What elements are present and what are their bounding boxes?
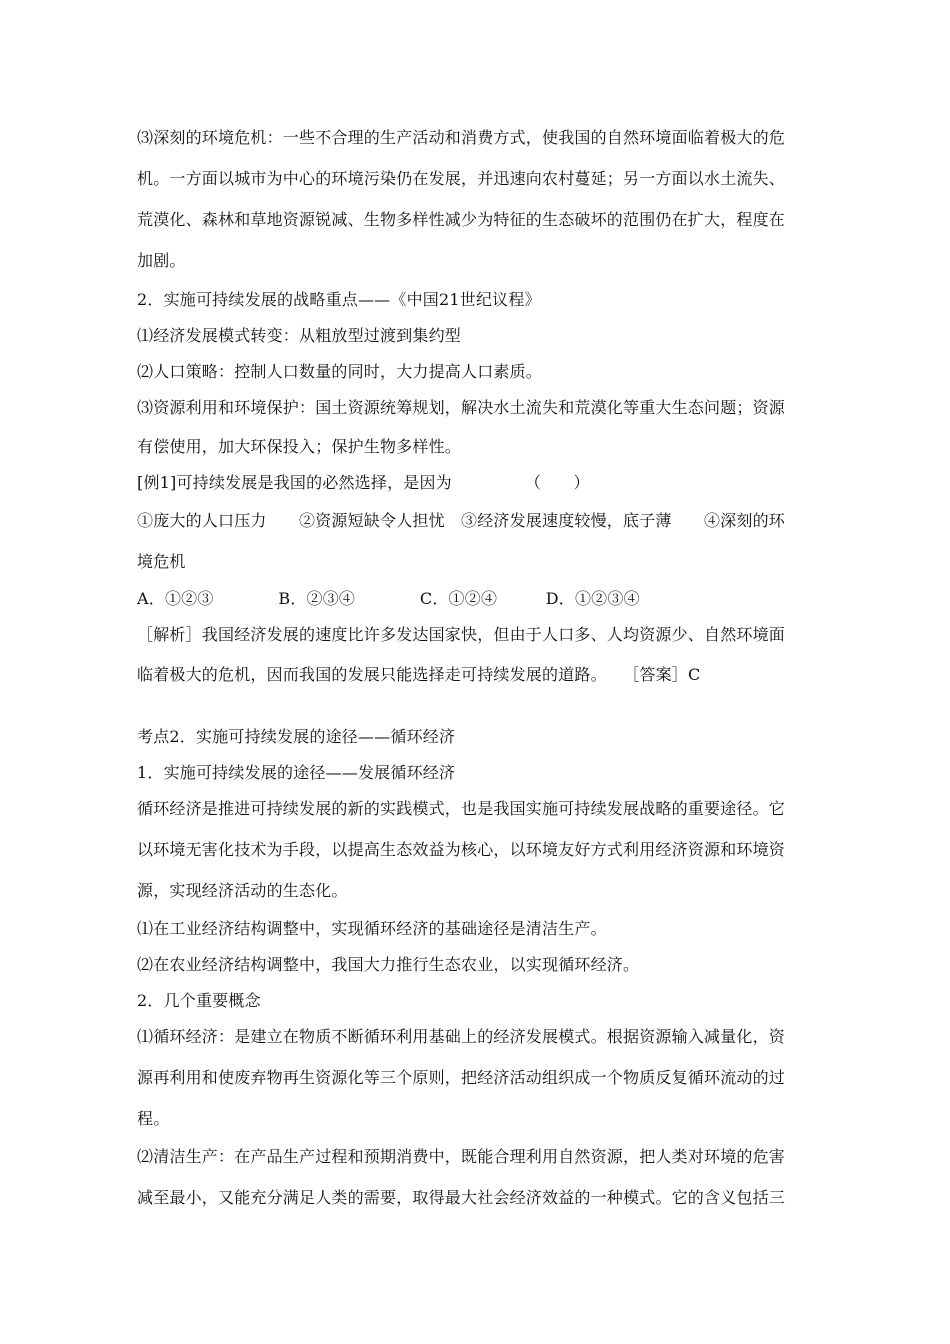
section-heading: 2．几个重要概念 (137, 991, 261, 1010)
text-line: 荒漠化、森林和草地资源锐减、生物多样性减少为特征的生态破坏的范围仍在扩大，程度在 (137, 210, 786, 229)
text-line: ⑴经济发展模式转变：从粗放型过渡到集约型 (137, 326, 462, 345)
question-options: 境危机 (137, 552, 186, 571)
text-line: ⑵清洁生产：在产品生产过程和预期消费中，既能合理利用自然资源，把人类对环境的危害 (137, 1147, 786, 1166)
question-options: ①庞大的人口压力 ②资源短缺令人担忧 ③经济发展速度较慢，底子薄 ④深刻的环 (137, 511, 786, 530)
example-question: [例1]可持续发展是我国的必然选择，是因为 （ ） (137, 473, 590, 492)
analysis-text: ［解析］我国经济发展的速度比许多发达国家快，但由于人口多、人均资源少、自然环境面 (137, 625, 786, 644)
text-line: 加剧。 (137, 251, 186, 270)
text-line: ⑴循环经济：是建立在物质不断循环利用基础上的经济发展模式。根据资源输入减量化，资 (137, 1027, 786, 1046)
text-line: 有偿使用，加大环保投入；保护生物多样性。 (137, 437, 462, 456)
text-line: 机。一方面以城市为中心的环境污染仍在发展，并迅速向农村蔓延；另一方面以水土流失、 (137, 169, 786, 188)
text-line: 程。 (137, 1109, 170, 1128)
text-line: ⑶资源利用和环境保护：国土资源统筹规划，解决水土流失和荒漠化等重大生态问题；资源 (137, 398, 786, 417)
text-line: ⑵人口策略：控制人口数量的同时，大力提高人口素质。 (137, 362, 543, 381)
section-heading: 考点2．实施可持续发展的途径——循环经济 (137, 727, 456, 746)
section-heading: 1．实施可持续发展的途径——发展循环经济 (137, 763, 456, 782)
analysis-text: 临着极大的危机，因而我国的发展只能选择走可持续发展的道路。 ［答案］C (137, 665, 701, 684)
text-line: ⑶深刻的环境危机：一些不合理的生产活动和消费方式，使我国的自然环境面临着极大的危 (137, 128, 786, 147)
text-line: ⑵在农业经济结构调整中，我国大力推行生态农业，以实现循环经济。 (137, 955, 640, 974)
section-heading: 2．实施可持续发展的战略重点——《中国21世纪议程》 (137, 290, 541, 309)
text-line: 减至最小，又能充分满足人类的需要，取得最大社会经济效益的一种模式。它的含义包括三 (137, 1188, 786, 1207)
text-line: 源再利用和使废弃物再生资源化等三个原则，把经济活动组织成一个物质反复循环流动的过 (137, 1068, 786, 1087)
answer-choices: A．①②③ B．②③④ C．①②④ D．①②③④ (137, 589, 640, 608)
text-line: 源，实现经济活动的生态化。 (137, 881, 348, 900)
text-line: 以环境无害化技术为手段，以提高生态效益为核心，以环境友好方式利用经济资源和环境资 (137, 840, 786, 859)
text-line: 循环经济是推进可持续发展的新的实践模式，也是我国实施可持续发展战略的重要途径。它 (137, 799, 786, 818)
text-line: ⑴在工业经济结构调整中，实现循环经济的基础途径是清洁生产。 (137, 919, 607, 938)
